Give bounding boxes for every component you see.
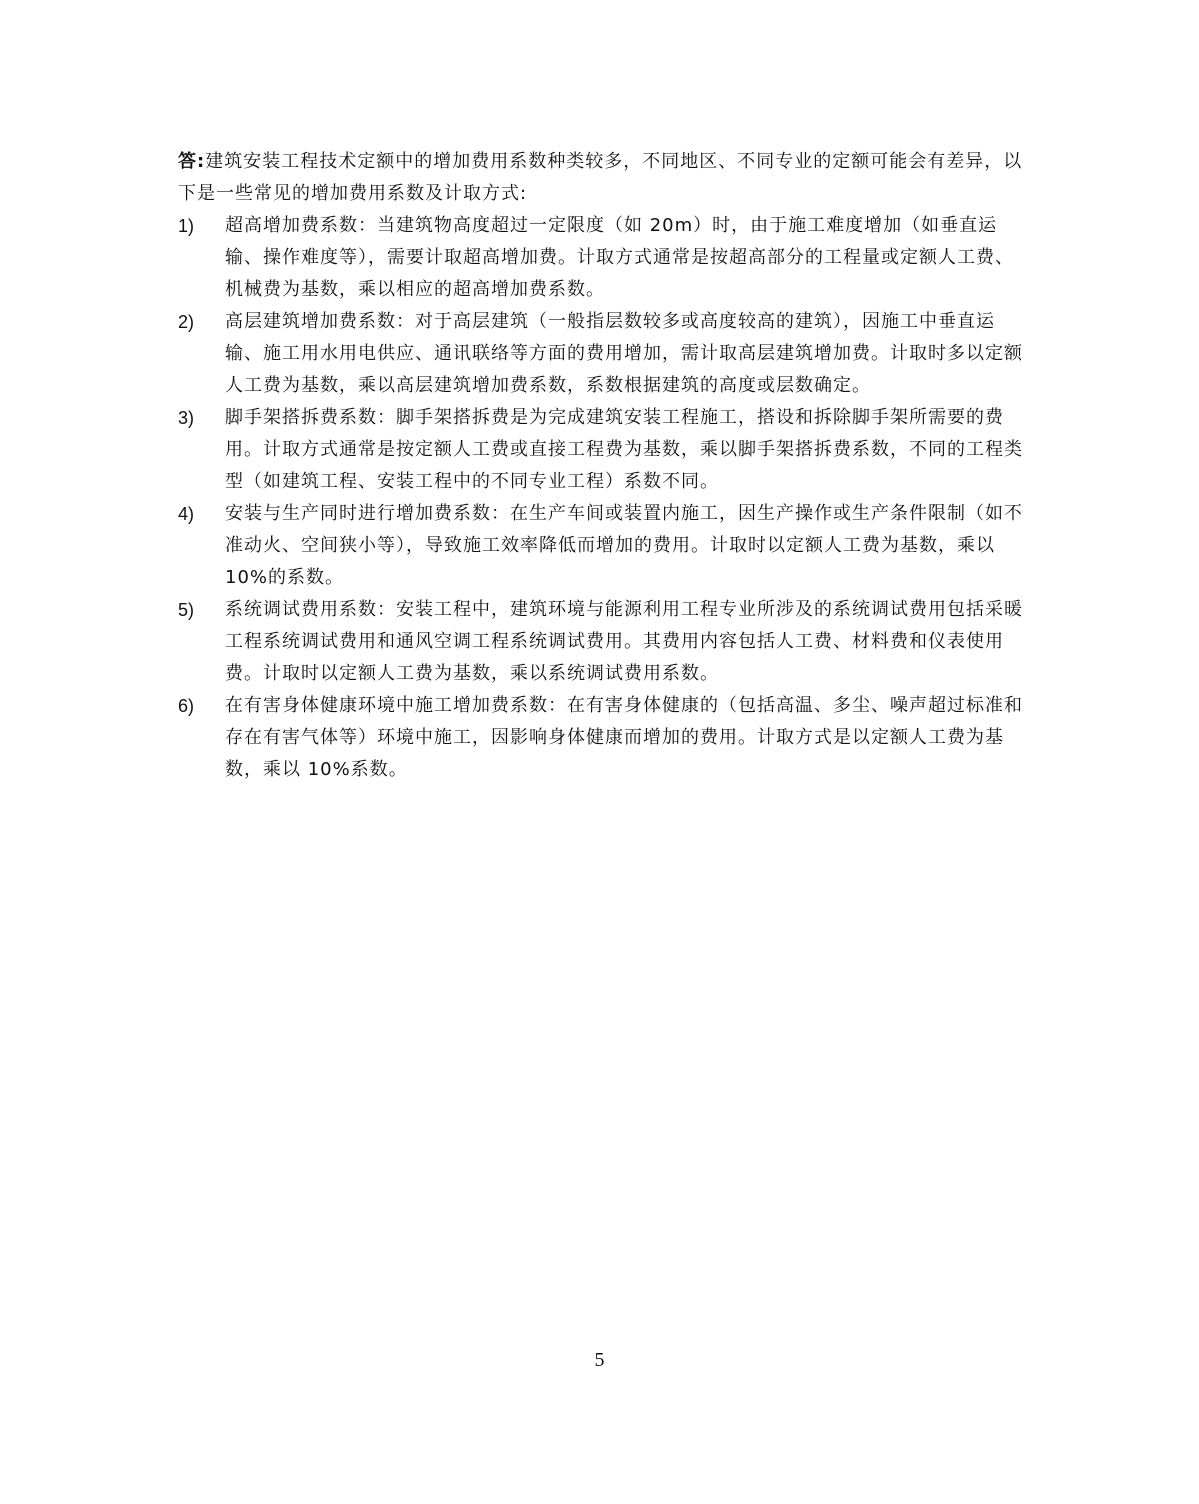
list-item-number: 1) [178, 216, 195, 236]
list-item-text: 脚手架搭拆费系数：脚手架搭拆费是为完成建筑安装工程施工，搭设和拆除脚手架所需要的费用。计取方式通常是按定额人工费或直接工程费为基数，乘以脚手架搭拆费系数，不同的工程类型（如建筑工程、安装工程中的不同专业工程）系数不同。 [225, 407, 1023, 492]
list-item [178, 690, 1023, 786]
list-item-text: 超高增加费系数：当建筑物高度超过一定限度（如 20m）时，由于施工难度增加（如垂直运输、操作难度等），需要计取超高增加费。计取方式通常是按超高部分的工程量或定额人工费、机械费为基数，乘以相应的超高增加费系数。 [225, 215, 1014, 300]
list-item [178, 594, 1023, 690]
list-item-number: 6) [178, 696, 195, 716]
list-item-number: 5) [178, 600, 195, 620]
list-item-number: 3) [178, 408, 195, 428]
list-item [178, 306, 1023, 402]
page-number: 5 [594, 1349, 605, 1371]
list-item [178, 402, 1023, 498]
list-item-number: 4) [178, 504, 195, 524]
list-item-text: 系统调试费用系数：安装工程中，建筑环境与能源利用工程专业所涉及的系统调试费用包括采暖工程系统调试费用和通风空调工程系统调试费用。其费用内容包括人工费、材料费和仪表使用费。计取时以定额人工费为基数，乘以系统调试费用系数。 [225, 599, 1023, 684]
list-item-number: 2) [178, 312, 195, 332]
list-item [178, 210, 1023, 306]
list-item-text: 在有害身体健康环境中施工增加费系数：在有害身体健康的（包括高温、多尘、噪声超过标准和存在有害气体等）环境中施工，因影响身体健康而增加的费用。计取方式是以定额人工费为基数，乘以 10%系数。 [225, 695, 1023, 780]
list-item-text: 高层建筑增加费系数：对于高层建筑（一般指层数较多或高度较高的建筑），因施工中垂直运输、施工用水用电供应、通讯联络等方面的费用增加，需计取高层建筑增加费。计取时多以定额人工费为基数，乘以高层建筑增加费系数，系数根据建筑的高度或层数确定。 [225, 311, 1023, 396]
intro-text: 建筑安装工程技术定额中的增加费用系数种类较多，不同地区、不同专业的定额可能会有差异，以下是一些常见的增加费用系数及计取方式: [178, 151, 1023, 204]
list-item-text: 安装与生产同时进行增加费系数：在生产车间或装置内施工，因生产操作或生产条件限制（如不准动火、空间狭小等），导致施工效率降低而增加的费用。计取时以定额人工费为基数，乘以 10%的系数。 [225, 503, 1023, 588]
answer-label: 答: [178, 151, 206, 172]
document-body [178, 146, 1023, 786]
list-item [178, 498, 1023, 594]
intro-paragraph [178, 146, 1023, 210]
coefficient-list [178, 210, 1023, 786]
